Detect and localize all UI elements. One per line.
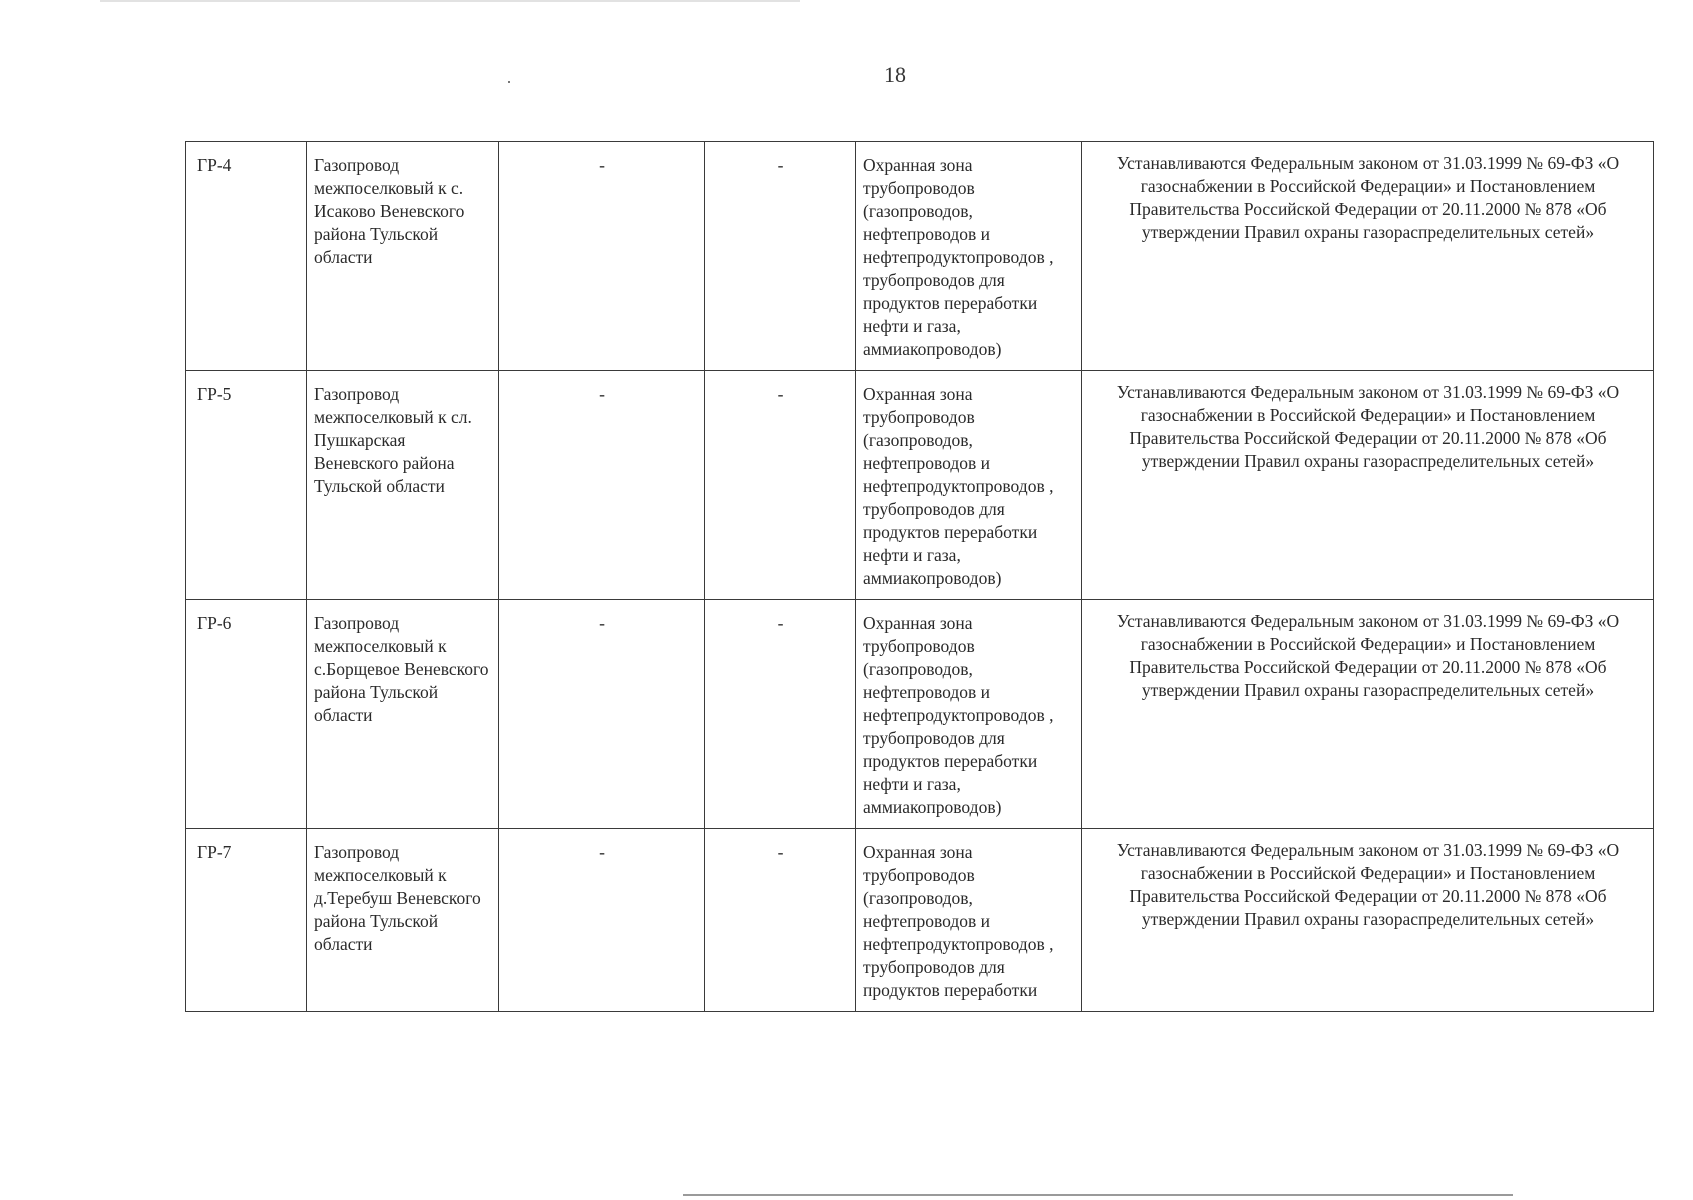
empty-cell: - [705, 829, 856, 1012]
table-row [186, 600, 1654, 829]
object-code: ГР-5 [186, 371, 307, 600]
empty-cell: - [705, 142, 856, 371]
empty-cell: - [705, 600, 856, 829]
legal-basis: Устанавливаются Федеральным законом от 31.03.1999 № 69-ФЗ «О газоснабжении в Российской Федерации» и Постановлением Правительства Российской Федерации от 20.11.2000 № 878 «Об утверждении Правил охраны газораспределительных сетей» [1082, 829, 1654, 1012]
scan-artifact-bottom [683, 1194, 1513, 1196]
object-name: Газопровод межпоселковый к с. Исаково Веневского района Тульской области [307, 142, 499, 371]
object-code: ГР-7 [186, 829, 307, 1012]
table-row [186, 142, 1654, 371]
zone-type: Охранная зона трубопроводов (газопроводов, нефтепроводов и нефтепродуктопроводов , трубопроводов для продуктов переработки нефти и газа, аммиакопроводов) [856, 142, 1082, 371]
empty-cell: - [705, 371, 856, 600]
zones-table [185, 141, 1654, 1012]
legal-basis: Устанавливаются Федеральным законом от 31.03.1999 № 69-ФЗ «О газоснабжении в Российской Федерации» и Постановлением Правительства Российской Федерации от 20.11.2000 № 878 «Об утверждении Правил охраны газораспределительных сетей» [1082, 142, 1654, 371]
page-number: 18 [884, 62, 906, 87]
object-code: ГР-6 [186, 600, 307, 829]
legal-basis: Устанавливаются Федеральным законом от 31.03.1999 № 69-ФЗ «О газоснабжении в Российской Федерации» и Постановлением Правительства Российской Федерации от 20.11.2000 № 878 «Об утверждении Правил охраны газораспределительных сетей» [1082, 600, 1654, 829]
object-name: Газопровод межпоселковый к сл. Пушкарская Веневского района Тульской области [307, 371, 499, 600]
object-name: Газопровод межпоселковый к с.Борщевое Веневского района Тульской области [307, 600, 499, 829]
object-name: Газопровод межпоселковый к д.Теребуш Веневского района Тульской области [307, 829, 499, 1012]
zone-type: Охранная зона трубопроводов (газопроводов, нефтепроводов и нефтепродуктопроводов , трубопроводов для продуктов переработки нефти и газа, аммиакопроводов) [856, 600, 1082, 829]
legal-basis: Устанавливаются Федеральным законом от 31.03.1999 № 69-ФЗ «О газоснабжении в Российской Федерации» и Постановлением Правительства Российской Федерации от 20.11.2000 № 878 «Об утверждении Правил охраны газораспределительных сетей» [1082, 371, 1654, 600]
table-row [186, 371, 1654, 600]
zone-type: Охранная зона трубопроводов (газопроводов, нефтепроводов и нефтепродуктопроводов , трубопроводов для продуктов переработки [856, 829, 1082, 1012]
table-row [186, 829, 1654, 1012]
empty-cell: - [499, 829, 705, 1012]
empty-cell: - [499, 371, 705, 600]
scan-artifact-top [100, 0, 800, 2]
object-code: ГР-4 [186, 142, 307, 371]
zone-type: Охранная зона трубопроводов (газопроводов, нефтепроводов и нефтепродуктопроводов , трубопроводов для продуктов переработки нефти и газа, аммиакопроводов) [856, 371, 1082, 600]
empty-cell: - [499, 600, 705, 829]
empty-cell: - [499, 142, 705, 371]
